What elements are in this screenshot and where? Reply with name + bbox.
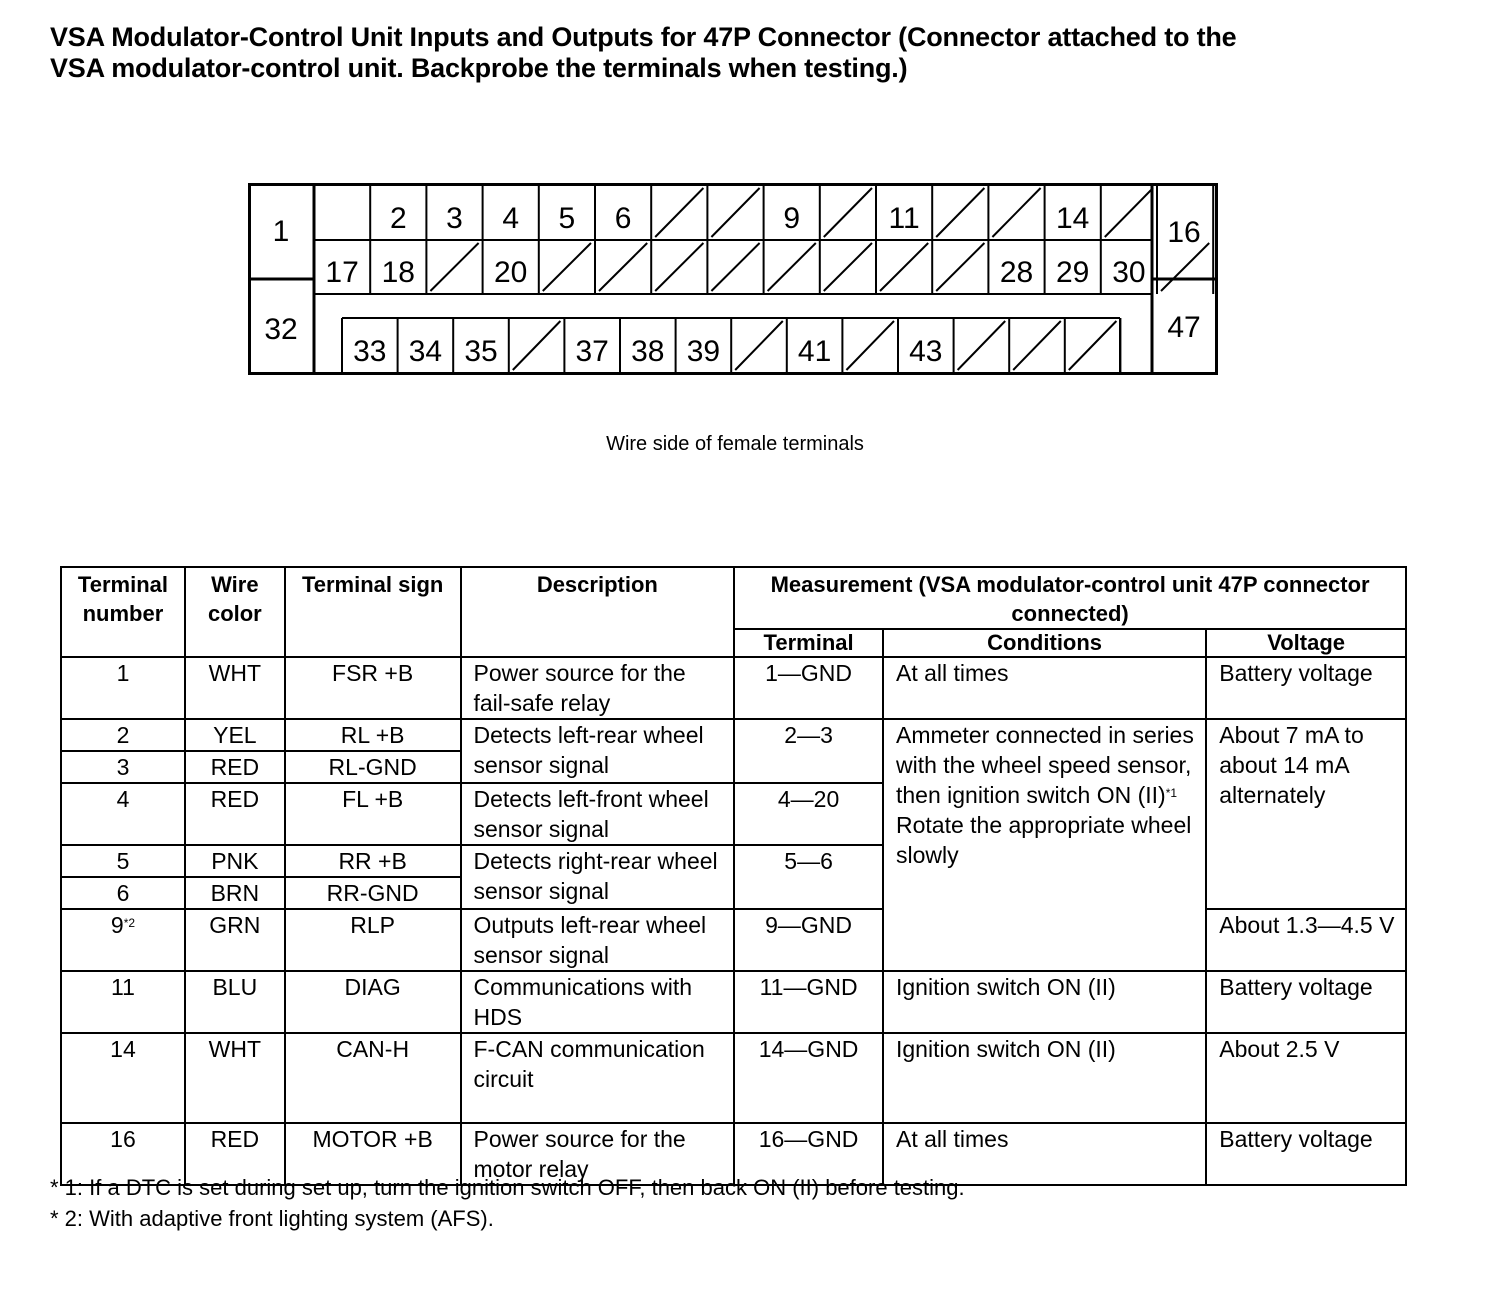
cell-terminal-number (61, 719, 185, 783)
cell-terminal-number-a: 5 (116, 848, 130, 874)
header-conditions: Conditions (883, 629, 1206, 657)
connector-terminal-5: 5 (558, 202, 576, 235)
cell-terminal-number: 1 (61, 657, 185, 719)
cell-conditions: At all times (883, 657, 1206, 719)
cell-wire-color: GRN (185, 909, 285, 971)
cell-terminal-number: 11 (61, 971, 185, 1033)
footnote-2: * 2: With adaptive front lighting system (AFS). (50, 1206, 494, 1231)
connector-terminal-29: 29 (1056, 256, 1090, 289)
cell-wire-color: RED (185, 783, 285, 845)
connector-terminal-39: 39 (686, 335, 721, 368)
cell-terminal-sign-b: RR-GND (286, 876, 460, 908)
cell-terminal-sign (285, 845, 461, 909)
cell-terminal-sign: DIAG (285, 971, 461, 1033)
cell-measure-terminal: 4—20 (734, 783, 883, 845)
table-row (61, 1033, 1406, 1123)
cell-voltage: Battery voltage (1206, 971, 1406, 1033)
cell-conditions: At all times (883, 1123, 1206, 1185)
cell-wire-color (185, 719, 285, 783)
header-voltage: Voltage (1206, 629, 1406, 657)
connector-empty-slot (936, 243, 984, 291)
cell-measure-terminal: 1—GND (734, 657, 883, 719)
title-line-1: VSA Modulator-Control Unit Inputs and Outputs for 47P Connector (Connector attached to the (50, 22, 1237, 52)
table-row (61, 657, 1406, 719)
cell-terminal-number: 16 (61, 1123, 185, 1185)
connector-empty-slot (824, 188, 872, 237)
cell-terminal-sign: CAN-H (285, 1033, 461, 1123)
cell-voltage: About 7 mA to about 14 mA alternately (1206, 719, 1406, 909)
cell-measure-terminal: 16—GND (734, 1123, 883, 1185)
connector-terminal-37: 37 (575, 335, 609, 368)
cell-wire-color-a: YEL (213, 722, 257, 748)
header-description: Description (461, 567, 735, 657)
connector-empty-slot (655, 243, 703, 291)
cell-measure-terminal: 9—GND (734, 909, 883, 971)
cell-voltage: Battery voltage (1206, 1123, 1406, 1185)
cell-description: Power source for the fail-safe relay (461, 657, 735, 719)
footnote-1: * 1: If a DTC is set during set up, turn the ignition switch OFF, then back ON (II) before testing. (50, 1175, 965, 1200)
connector-terminal-33: 33 (353, 335, 387, 368)
table-row (61, 971, 1406, 1033)
conditions-text: Ammeter connected in series with the wheel speed sensor, then ignition switch ON (II) (895, 722, 1194, 808)
cell-description: F-CAN communication circuit (461, 1033, 735, 1123)
cell-terminal-sign: RLP (285, 909, 461, 971)
cell-wire-color-b: RED (186, 750, 284, 782)
cell-measure-terminal: 11—GND (734, 971, 883, 1033)
connector-empty-slot (992, 188, 1040, 237)
cell-description: Power source for the motor relay (461, 1123, 735, 1185)
cell-wire-color-b: BRN (186, 876, 284, 908)
connector-terminal-3: 3 (446, 202, 463, 235)
connector-terminal-47: 47 (1167, 311, 1201, 344)
cell-wire-color: WHT (185, 657, 285, 719)
connector-terminal-38: 38 (631, 335, 665, 368)
header-measurement: Measurement (VSA modulator-control unit 47P connector connected) (734, 567, 1406, 629)
connector-terminal-28: 28 (999, 256, 1034, 289)
connector-terminal-30: 30 (1112, 256, 1146, 289)
cell-wire-color: RED (185, 1123, 285, 1185)
connector-empty-slot (735, 321, 783, 370)
cell-terminal-sign: MOTOR +B (285, 1123, 461, 1185)
connector-empty-slot (824, 243, 872, 291)
cell-description: Detects left-front wheel sensor signal (461, 783, 735, 845)
header-terminal-sign: Terminal sign (285, 567, 461, 657)
terminal-table (60, 566, 1407, 1186)
connector-terminal-6: 6 (614, 202, 632, 235)
connector-empty-slot (846, 321, 894, 370)
cell-terminal-sign-a: RL +B (340, 722, 405, 748)
connector-empty-slot (768, 243, 816, 291)
connector-diagram (248, 183, 1218, 375)
connector-empty-slot (711, 243, 759, 291)
connector-terminal-2: 2 (389, 202, 407, 235)
connector-empty-slot (655, 188, 703, 237)
connector-empty-slot (711, 188, 759, 237)
connector-terminal-1: 1 (272, 215, 290, 248)
connector-terminal-14: 14 (1056, 202, 1090, 235)
cell-voltage: About 1.3—4.5 V (1206, 909, 1406, 971)
cell-conditions (883, 719, 1206, 971)
cell-terminal-sign-b: RL-GND (286, 750, 460, 782)
connector-empty-slot (430, 243, 478, 291)
header-wire-color: Wire color (185, 567, 285, 657)
connector-caption: Wire side of female terminals (606, 433, 864, 455)
connector-terminal-41: 41 (797, 335, 832, 368)
connector-empty-slot (958, 321, 1006, 370)
cell-terminal-number (61, 909, 185, 971)
table-row (61, 719, 1406, 783)
connector-terminal-9: 9 (783, 202, 801, 235)
cell-description: Detects left-rear wheel sensor signal (461, 719, 735, 783)
cell-description: Detects right-rear wheel sensor signal (461, 845, 735, 909)
footnote-marker-1: *1 (1165, 786, 1178, 800)
connector-terminal-18: 18 (381, 256, 415, 289)
connector-terminal-11: 11 (888, 202, 920, 235)
connector-empty-slot (1013, 321, 1061, 370)
connector-terminal-34: 34 (408, 335, 443, 368)
cell-description: Outputs left-rear wheel sensor signal (461, 909, 735, 971)
conditions-text-2: Rotate the appropriate wheel slowly (895, 812, 1192, 868)
footnote-marker-2: *2 (123, 916, 136, 930)
cell-voltage: Battery voltage (1206, 657, 1406, 719)
connector-empty-slot (543, 243, 591, 291)
connector-terminal-43: 43 (909, 335, 943, 368)
header-terminal: Terminal (734, 629, 883, 657)
page-title (50, 22, 1470, 84)
connector-empty-slot (1105, 188, 1153, 237)
connector-terminal-35: 35 (464, 335, 498, 368)
connector-terminal-17: 17 (325, 256, 359, 289)
cell-terminal-number-a: 2 (116, 722, 130, 748)
connector-terminal-16: 16 (1167, 216, 1201, 249)
cell-terminal-number (61, 845, 185, 909)
cell-terminal-number: 14 (61, 1033, 185, 1123)
cell-wire-color (185, 845, 285, 909)
cell-wire-color-a: PNK (211, 848, 259, 874)
cell-terminal-sign: FSR +B (285, 657, 461, 719)
connector-empty-slot (1161, 243, 1209, 291)
cell-measure-terminal: 5—6 (734, 845, 883, 909)
cell-voltage: About 2.5 V (1206, 1033, 1406, 1123)
cell-wire-color: WHT (185, 1033, 285, 1123)
cell-conditions: Ignition switch ON (II) (883, 971, 1206, 1033)
connector-terminal-4: 4 (502, 202, 520, 235)
connector-empty-slot (1069, 321, 1117, 370)
cell-wire-color: BLU (185, 971, 285, 1033)
cell-terminal-number: 4 (61, 783, 185, 845)
cell-terminal-sign-a: RR +B (338, 848, 407, 874)
connector-empty-slot (936, 188, 984, 237)
cell-terminal-number-b: 3 (62, 750, 184, 782)
cell-measure-terminal: 14—GND (734, 1033, 883, 1123)
cell-description: Communications with HDS (461, 971, 735, 1033)
footnotes (50, 1172, 965, 1234)
cell-terminal-number-b: 6 (62, 876, 184, 908)
cell-terminal-sign: FL +B (285, 783, 461, 845)
connector-terminal-20: 20 (494, 256, 528, 289)
connector-terminal-32: 32 (264, 313, 298, 346)
connector-empty-slot (880, 243, 928, 291)
cell-terminal-sign (285, 719, 461, 783)
header-terminal-number: Terminal number (61, 567, 185, 657)
connector-empty-slot (513, 321, 561, 370)
cell-conditions: Ignition switch ON (II) (883, 1033, 1206, 1123)
title-line-2: VSA modulator-control unit. Backprobe the terminals when testing.) (50, 53, 908, 83)
connector-empty-slot (599, 243, 647, 291)
cell-measure-terminal: 2—3 (734, 719, 883, 783)
terminal-number-text: 9 (110, 912, 124, 938)
